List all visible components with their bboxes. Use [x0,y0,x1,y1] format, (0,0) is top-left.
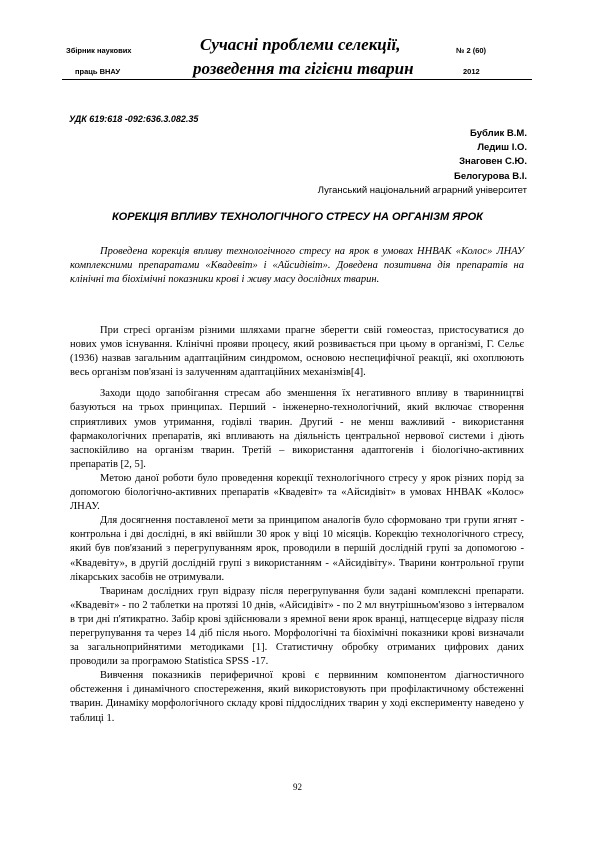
body-paragraph: Тваринам дослідних груп відразу після перегрупування були задані комплексні препарати. «Квадевіт» - по 2 таблетки на протязі 10 днів, «Айсидівіт» - по 2 мл внутрішньом'язово з інтервалом в три дні п'ятикратно. Забір крові здійснювали з яремної вени ярок вранці, натщесерце відразу після перегрупування та через 14 діб після нього. Морфологічні та біохімічні показники крові визначали за загальноприйнятими методиками [1]. Статистичну обробку отриманих цифрових даних проводили за програмою Statistica SPSS -17. [70,585,524,668]
journal-name-line2: праць ВНАУ [75,67,121,76]
author-block [318,127,527,198]
affiliation: Луганський національний аграрний університет [317,184,527,196]
udk-code: УДК 619:618 -092:636.3.082.35 [69,114,199,124]
page-number: 92 [293,782,302,792]
body-paragraph: Вивчення показників периферичної крові є первинним компонентом діагностичного обстеження і динамічного спостереження, який використовують при профілактичному обстеженні тварин. Динаміку морфологічного складу крові піддослідних тварин у ході експерименту наведено у таблиці 1. [70,670,524,724]
author-name: Бублик В.М. [470,128,527,139]
author-name: Ледиш І.О. [477,142,527,154]
issue-year: 2012 [463,67,480,76]
body-paragraph: При стресі організм різними шляхами прагне зберегти свій гомеостаз, пристосуватися до нових умов існування. Клінічні прояви процесу, який розвивається при цьому в організмі, Г. Сельє (1936) назвав загальним адаптаційним синдромом, основою неспецифічної реакції, які охоплюють весь організм пов'язані із залученням адаптаційних механізмів[4]. [70,325,524,379]
header-divider [62,79,532,80]
journal-name-line1: Збірник наукових [66,46,132,55]
author-name: Знаговен С.Ю. [459,156,527,168]
journal-title-line2: розведення та гігієни тварин [193,59,414,78]
body-paragraph: Для досягнення поставленої мети за принципом аналогів було сформовано три групи ягнят - контрольна і дві дослідні, в які ввійшли 30 ярок у віці 10 місяців. Корекцію технологічного стресу, який був пов'язаний з перегрупуванням ярок, проводили в першій дослідній групі за допомогою - «Квадевіту», в другій дослідній групі з використанням - «Айсидівіту». Тварини контрольної групи лікарських засобів не отримували. [70,515,524,583]
author-name: Белогурова В.І. [454,170,527,182]
issue-number: № 2 (60) [456,46,487,55]
article-title: КОРЕКЦІЯ ВПЛИВУ ТЕХНОЛОГІЧНОГО СТРЕСУ НА ОРГАНІЗМ ЯРОК [112,211,483,223]
abstract: Проведена корекція впливу технологічного стресу на ярок в умовах ННВАК «Колос» ЛНАУ комплексними препаратами «Квадевіт» і «Айсидівіт». Доведена позитивна дія препаратів на клінічні та біохімічні показники крові і живу масу дослідних тварин. [70,246,524,285]
body-paragraph: Заходи щодо запобігання стресам або зменшення їх негативного впливу в тваринництві базуються на трьох принципах. Перший - інженерно-технологічний, який включає створення сприятливих умов утримання, годівлі тварин. Другий - не менш важливий - використання фармакологічних препаратів, які впливають на діяльність центральної нервової системи і діють заспокійливо на організм тварин. Третій – використання адаптогенів і біологічно-активних препаратів [2, 5]. [70,388,524,470]
body-paragraph: Метою даної роботи було проведення корекції технологічного стресу у ярок різних порід за допомогою біологічно-активних препаратів «Квадевіт» та «Айсидівіт» в умовах ННВАК «Колос» ЛНАУ. [70,472,524,513]
article-body [70,324,524,726]
journal-title-line1: Сучасні проблеми селекції, [200,35,401,54]
